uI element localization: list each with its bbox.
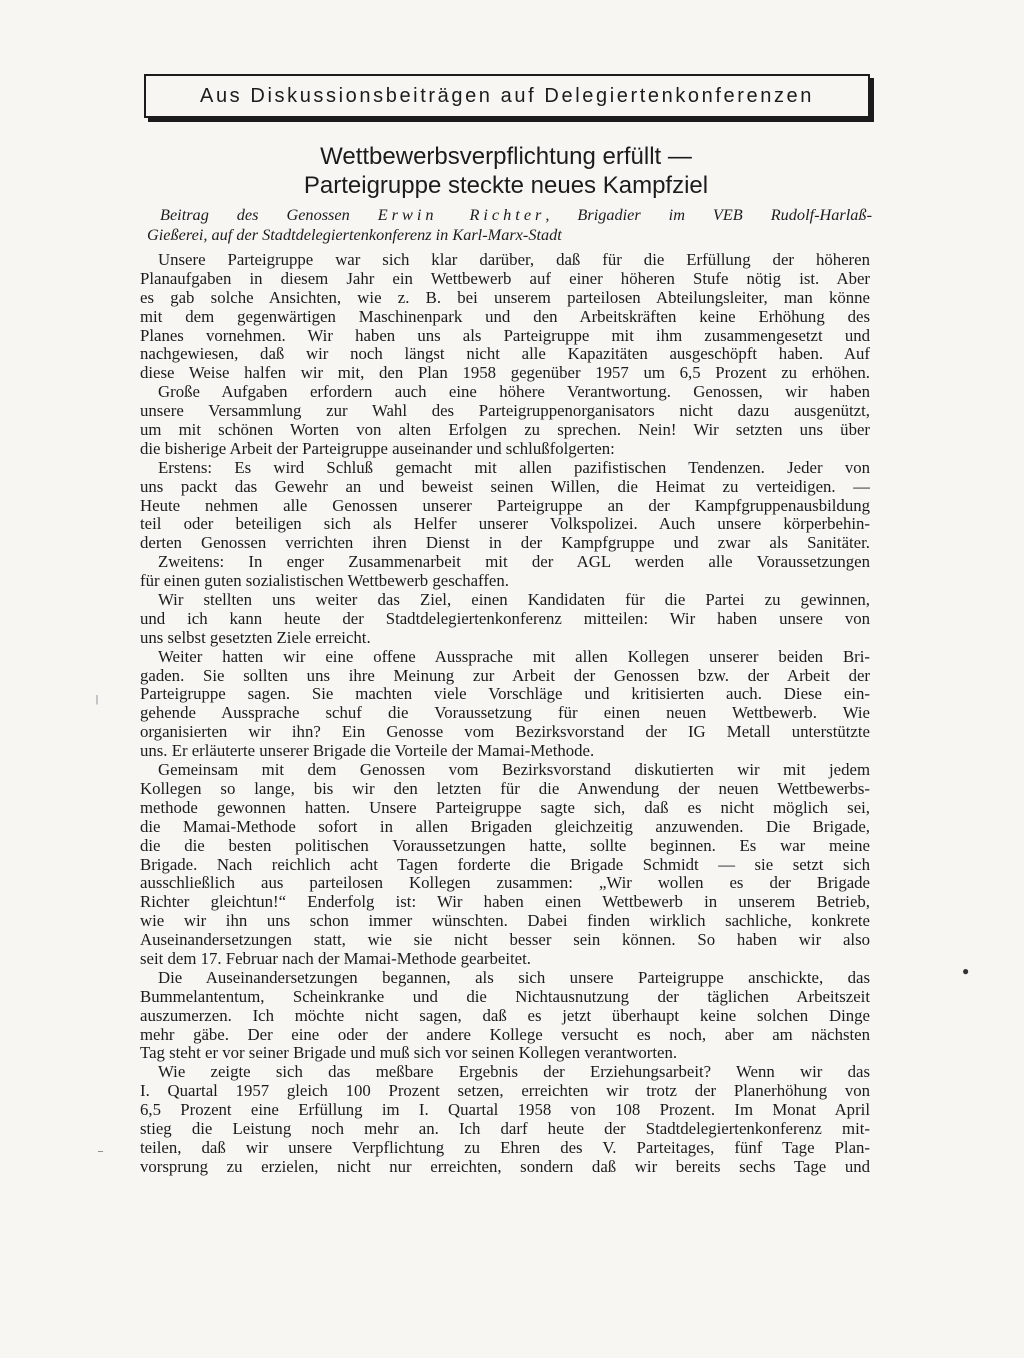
body-line: und ich kann heute der Stadtdelegiertenkonferenz mitteilen: Wir haben unsere von: [140, 609, 870, 628]
body-line: die bisherige Arbeit der Parteigruppe auseinander und schlußfolgerten:: [140, 439, 615, 458]
margin-tick: |: [96, 694, 99, 705]
body-line: uns packt das Gewehr an und beweist seinen Willen, die Heimat zu verteidigen. —: [140, 477, 870, 496]
body-line: mehr gäbe. Der eine oder der andere Kollege versucht es noch, aber am nächsten: [140, 1025, 870, 1044]
body-line: ausschließlich aus parteilosen Kollegen zusammen: „Wir wollen es der Brigade: [140, 874, 870, 893]
margin-dash: –: [98, 1146, 103, 1157]
section-banner-text: Aus Diskussionsbeiträgen auf Delegiertenkonferenzen: [200, 84, 814, 107]
body-line: Kollegen so lange, bis wir den letzten für die Anwendung der neuen Wettbewerbs-: [140, 779, 870, 798]
body-line: seit dem 17. Februar nach der Mamai-Methode gearbeitet.: [140, 949, 531, 968]
section-banner: [144, 74, 870, 118]
body-line: Auseinandersetzungen statt, wie sie nicht besser sein können. So haben wir also: [140, 931, 870, 950]
body-line: unsere Versammlung zur Wahl des Parteigruppenorganisators nicht dazu ausgenützt,: [140, 402, 870, 421]
body-line: Wie zeigte sich das meßbare Ergebnis der Erziehungsarbeit? Wenn wir das: [158, 1063, 870, 1082]
body-line: vorsprung zu erzielen, nicht nur erreichten, sondern daß wir bereits sechs Tage und: [140, 1157, 870, 1176]
body-line: Unsere Parteigruppe war sich klar darüber, daß für die Erfüllung der höheren: [158, 251, 870, 269]
body-line: Die Auseinandersetzungen begannen, als sich unsere Parteigruppe anschickte, das: [158, 968, 870, 987]
body-line: gehende Aussprache schuf die Voraussetzung für einen neuen Wettbewerb. Wie: [140, 704, 870, 723]
article-title: [140, 142, 872, 200]
subtitle-affiliation: , Brigadier im VEB Rudolf-Harlaß-: [545, 205, 872, 224]
body-line: I. Quartal 1957 gleich 100 Prozent setzen, erreichten wir trotz der Planerhöhung von: [140, 1082, 870, 1101]
article-subtitle: [147, 205, 872, 245]
body-line: uns selbst gesetzten Ziele erreicht.: [140, 628, 371, 647]
body-line: Zweitens: In enger Zusammenarbeit mit der AGL werden alle Voraussetzungen: [158, 553, 870, 572]
body-line: teilen, daß wir unsere Verpflichtung zu Ehren des V. Parteitages, fünf Tage Plan-: [140, 1138, 870, 1157]
body-line: Wir stellten uns weiter das Ziel, einen Kandidaten für die Partei zu gewinnen,: [158, 591, 870, 610]
body-line: auszumerzen. Ich möchte nicht sagen, daß es jetzt überhaupt keine solchen Dinge: [140, 1006, 870, 1025]
subtitle-line-2: Gießerei, auf der Stadtdelegiertenkonferenz in Karl-Marx-Stadt: [147, 225, 562, 244]
body-line: 6,5 Prozent eine Erfüllung im I. Quartal 1958 von 108 Prozent. Im Monat April: [140, 1101, 870, 1120]
article-title-line-2: Parteigruppe steckte neues Kampfziel: [303, 172, 709, 199]
body-line: Heute nehmen alle Genossen unserer Parteigruppe an der Kampfgruppenausbildung: [140, 496, 870, 515]
body-line: die Mamai-Methode sofort in allen Brigaden gleichzeitig anzuwenden. Die Brigade,: [140, 817, 870, 836]
body-line: Gemeinsam mit dem Genossen vom Bezirksvorstand diskutierten wir mit jedem: [158, 761, 870, 780]
body-line: Planes vornehmen. Wir haben uns als Parteigruppe mit ihm zusammengesetzt und: [140, 326, 870, 345]
body-line: für einen guten sozialistischen Wettbewerb geschaffen.: [140, 572, 509, 591]
body-line: Große Aufgaben erfordern auch eine höhere Verantwortung. Genossen, wir haben: [158, 383, 870, 402]
subtitle-lead: Beitrag des Genossen: [160, 205, 350, 224]
body-line: Planaufgaben in diesem Jahr ein Wettbewerb auf einer höheren Stufe nötig ist. Aber: [140, 269, 870, 288]
body-line: wie wir ihn uns schon immer wünschten. Dabei finden wirklich sachliche, konkrete: [140, 912, 870, 931]
body-line: uns. Er erläuterte unserer Brigade die Vorteile der Mamai-Methode.: [140, 742, 595, 761]
body-line: Richter gleichtun!“ Enderfolg ist: Wir haben einen Wettbewerb in unserem Betrieb,: [140, 893, 870, 912]
article-body: [140, 251, 870, 1177]
subtitle-line-1: [160, 205, 872, 225]
body-line: Erstens: Es wird Schluß gemacht mit allen pazifistischen Tendenzen. Jeder von: [158, 458, 870, 477]
body-line: gaden. Sie sollten uns ihre Meinung zur Arbeit der Genossen bzw. der Arbeit der: [140, 666, 870, 685]
body-line: nachgewiesen, daß wir noch längst nicht alle Kapazitäten ausgeschöpft haben. Auf: [140, 345, 870, 364]
margin-dot: ●: [962, 964, 970, 978]
body-line: derten Genossen verrichten ihren Dienst in der Kampfgruppe und zwar als Sanitäter.: [140, 534, 870, 553]
body-line: Weiter hatten wir eine offene Aussprache mit allen Kollegen unserer beiden Bri-: [158, 647, 870, 666]
body-line: Bummelantentum, Scheinkranke und die Nichtausnutzung der täglichen Arbeitszeit: [140, 987, 870, 1006]
body-line: Parteigruppe sagen. Sie machten viele Vorschläge und kritisierten auch. Diese ein-: [140, 685, 870, 704]
body-line: die die besten politischen Voraussetzungen hatte, sollte beginnen. Es war meine: [140, 836, 870, 855]
body-line: Brigade. Nach reichlich acht Tagen forderte die Brigade Schmidt — sie setzt sich: [140, 855, 870, 874]
body-line: teil oder beteiligen sich als Helfer unserer Volkspolizei. Auch unsere körperbehin-: [140, 515, 870, 534]
body-line: diese Weise halfen wir mit, den Plan 1958 gegenüber 1957 um 6,5 Prozent zu erhöhen.: [140, 364, 870, 383]
article-title-line-1: Wettbewerbsverpflichtung erfüllt —: [320, 143, 692, 170]
body-line: es gab solche Ansichten, wie z. B. bei unserem parteilosen Abteilungsleiter, man könne: [140, 288, 870, 307]
body-line: um mit schönen Worten von alten Erfolgen zu sprechen. Nein! Wir setzten uns über: [140, 421, 870, 440]
body-line: mit dem gegenwärtigen Maschinenpark und den Arbeitskräften keine Erhöhung des: [140, 307, 870, 326]
body-line: organisierten wir ihn? Ein Genosse vom Bezirksvorstand der IG Metall unterstützte: [140, 723, 870, 742]
body-line: stieg die Leistung noch mehr an. Ich darf heute der Stadtdelegiertenkonferenz mit-: [140, 1119, 870, 1138]
author-name: Erwin Richter: [377, 205, 546, 224]
body-line: Tag steht er vor seiner Brigade und muß sich vor seinen Kollegen verantworten.: [140, 1044, 678, 1063]
body-line: methode gewonnen hatten. Unsere Parteigruppe sagte sich, daß es nicht möglich sei,: [140, 798, 870, 817]
